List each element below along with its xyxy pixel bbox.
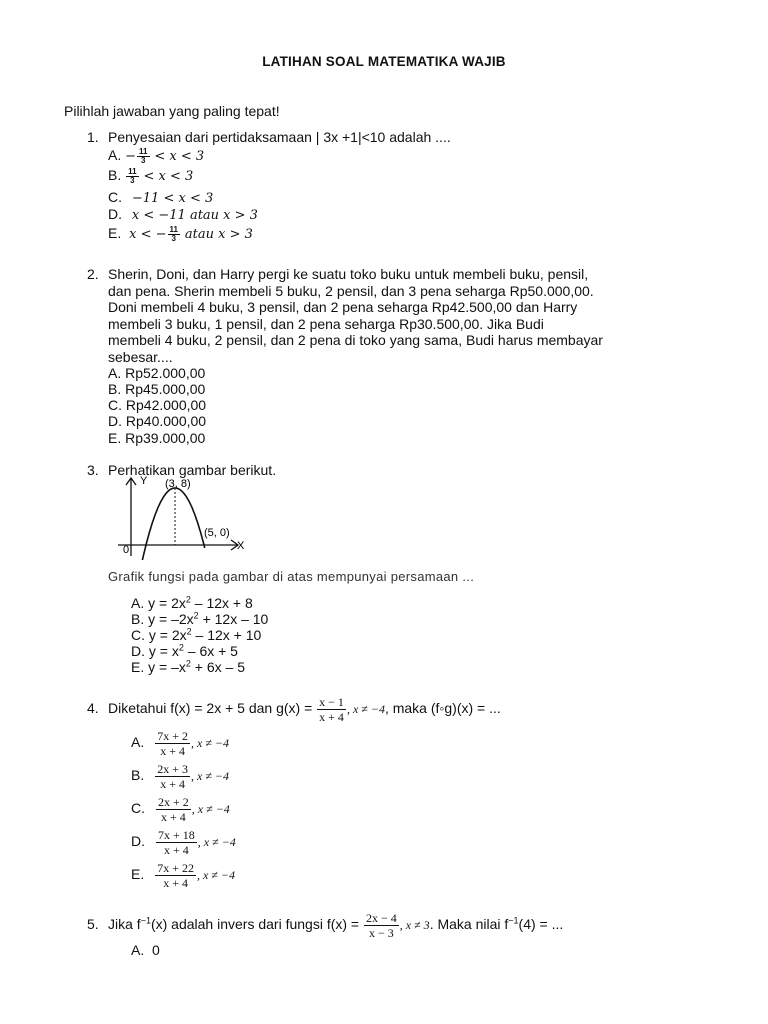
q2-line: Sherin, Doni, dan Harry pergi ke suatu toko buku untuk membeli buku, pensil, — [108, 266, 589, 282]
q1-number: 1. — [87, 129, 99, 145]
page-title: LATIHAN SOAL MATEMATIKA WAJIB — [262, 54, 506, 69]
q1-text: Penyesaian dari pertidaksamaan | 3x +1|<10 adalah .... — [108, 129, 451, 145]
q2-line: sebesar.... — [108, 349, 173, 365]
q3-option-b[interactable]: B. $y = -2x^2 + 12x - 10$ — [131, 610, 269, 627]
q2-option-a[interactable]: A. Rp52.000,00 — [108, 365, 206, 381]
q4-option-d[interactable]: D. $\frac{7x + 18}{x + 4}$ , x ≠ −4 — [131, 827, 236, 857]
q5-option-a[interactable]: A. 0 — [131, 942, 160, 958]
q1-option-b[interactable]: B. $\frac{11}{3}$ < x < 3 — [108, 166, 194, 185]
instruction: Pilihlah jawaban yang paling tepat! — [64, 103, 280, 119]
fraction: $\frac{2x + 3}{x + 4}$ — [157, 761, 189, 791]
q3-option-c[interactable]: C. $y = 2x^2 - 12x + 10$ — [131, 626, 262, 643]
q4-option-a[interactable]: A. $\frac{7x + 2}{x + 4}$ , x ≠ −4 — [131, 728, 230, 758]
q1-option-d[interactable]: D. x < −11 atau x > 3 — [108, 206, 258, 223]
fraction: $\frac{7x + 18}{x + 4}$ — [158, 827, 195, 857]
q2-option-b[interactable]: B. Rp45.000,00 — [108, 381, 206, 397]
fraction: $\frac{7x + 2}{x + 4}$ — [157, 728, 189, 758]
q2-number: 2. — [87, 266, 99, 282]
q4-option-b[interactable]: B. $\frac{2x + 3}{x + 4}$ , x ≠ −4 — [131, 761, 230, 791]
q5-number: 5. — [87, 916, 99, 932]
q2-option-e[interactable]: E. Rp39.000,00 — [108, 430, 206, 446]
y-axis-label: Y — [140, 475, 148, 487]
x-axis-label: X — [237, 540, 245, 552]
q4-text: Diketahui f(x) = 2x + 5 dan g(x) = $\frac{x - 1}{x + 4}$ , x ≠ −4, maka (f◦g)(x) = ... — [108, 694, 501, 724]
q3-option-a[interactable]: A. $y = 2x^2 - 12x + 8$ — [131, 594, 253, 611]
fraction: $\frac{2x - 4}{x - 3}$ — [365, 910, 397, 940]
q2-option-c[interactable]: C. Rp42.000,00 — [108, 397, 207, 413]
fraction: $\frac{2x + 2}{x + 4}$ — [158, 794, 189, 824]
fraction: $\frac{x - 1}{x + 4}$ — [319, 694, 344, 724]
parabola-graph — [108, 474, 268, 560]
parabola-curve — [140, 488, 205, 560]
q2-line: membeli 3 buku, 1 pensil, dan 2 pena seharga Rp30.500,00. Jika Budi — [108, 316, 544, 332]
q5-text: Jika $f^{-1}(x)$ adalah invers dari fungsi f(x) = $\frac{2x - 4}{x - 3}$ , x ≠ 3. Maka nilai $f^{-1}(4)$ = ... — [108, 910, 564, 940]
q3-option-d[interactable]: D. $y = x^2 - 6x + 5$ — [131, 642, 238, 659]
fraction: $\frac{7x + 22}{x + 4}$ — [157, 860, 195, 890]
q4-option-e[interactable]: E. $\frac{7x + 22}{x + 4}$ , x ≠ −4 — [131, 860, 236, 890]
fraction: $\frac{11}{3}$ — [169, 224, 178, 243]
q1-option-a[interactable]: A. − $\frac{11}{3}$ < x < 3 — [108, 146, 205, 165]
origin-label: 0 — [123, 544, 130, 556]
fraction: $\frac{11}{3}$ — [139, 146, 148, 165]
q3-caption: Grafik fungsi pada gambar di atas mempunyai persamaan ... — [108, 569, 475, 584]
q3-number: 3. — [87, 462, 99, 478]
q1-option-c[interactable]: C. −11 < x < 3 — [108, 189, 214, 206]
q2-line: dan pena. Sherin membeli 5 buku, 2 pensil, dan 3 pena seharga Rp50.000,00. — [108, 283, 594, 299]
fraction: $\frac{11}{3}$ — [128, 166, 137, 185]
q4-option-c[interactable]: C. $\frac{2x + 2}{x + 4}$ , x ≠ −4 — [131, 794, 230, 824]
q3-option-e[interactable]: E. $y = -x^2 + 6x - 5$ — [131, 658, 245, 675]
q2-line: membeli 4 buku, 2 pensil, dan 2 pena di toko yang sama, Budi harus membayar — [108, 332, 603, 348]
q2-line: Doni membeli 4 buku, 3 pensil, dan 2 pena seharga Rp42.500,00 dan Harry — [108, 299, 578, 315]
q2-option-d[interactable]: D. Rp40.000,00 — [108, 413, 207, 429]
q1-option-e[interactable]: E. x < − $\frac{11}{3}$ atau x > 3 — [108, 224, 253, 243]
root-label: (5, 0) — [204, 527, 230, 539]
q4-number: 4. — [87, 700, 99, 716]
q3-text: Perhatikan gambar berikut. — [108, 462, 277, 478]
vertex-label: (3, 8) — [165, 478, 191, 490]
